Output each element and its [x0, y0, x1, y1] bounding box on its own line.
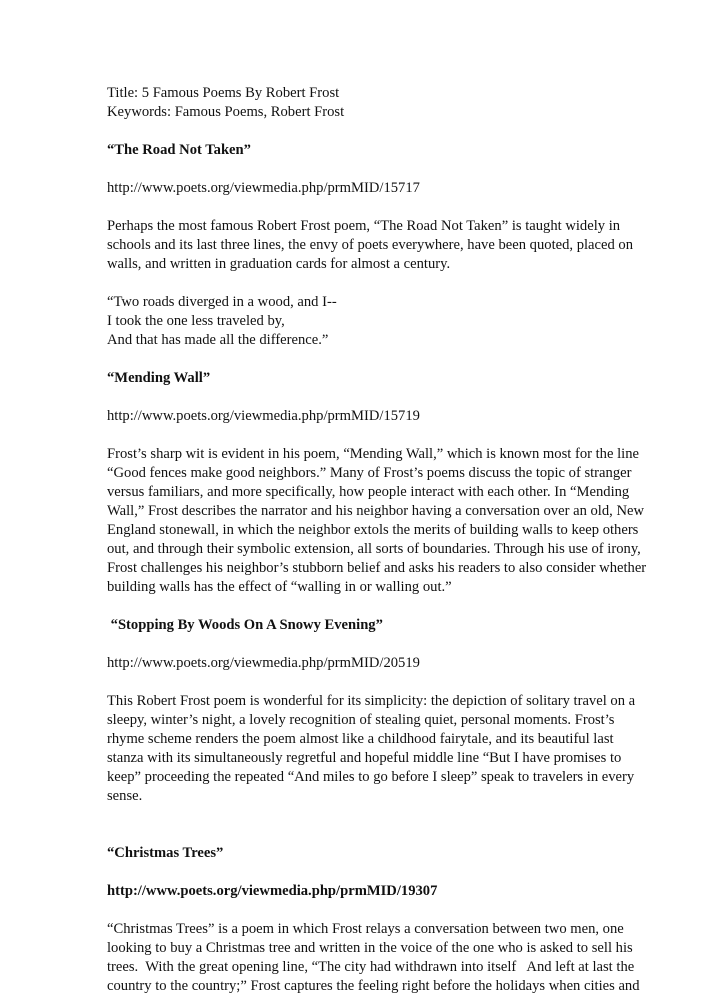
paragraph-line: Frost challenges his neighbor’s stubborn belief and asks his readers to also consider whether [107, 560, 647, 576]
paragraph-line: keep” proceeding the repeated “And miles to go before I sleep” speak to travelers in every [107, 769, 635, 785]
paragraph-line: country to the country;” Frost captures the feeling right before the holidays when cities and [107, 978, 640, 994]
paragraph-line: looking to buy a Christmas tree and written in the voice of the one who is asked to sell his [107, 940, 633, 956]
paragraph-line: This Robert Frost poem is wonderful for its simplicity: the depiction of solitary travel on a [107, 693, 636, 709]
section-paragraph [107, 445, 647, 597]
paragraph-line: Wall,” Frost describes the narrator and his neighbor having a conversation over an old, New [107, 503, 645, 519]
section-heading: “Mending Wall” [107, 370, 211, 386]
poem-quote [107, 293, 622, 350]
paragraph-line: sleepy, winter’s night, a lovely recognition of stealing quiet, personal moments. Frost’s [107, 712, 615, 728]
paragraph-line: stanza with its simultaneously regretful and hopeful middle line “But I have promises to [107, 750, 622, 766]
section-heading: “Stopping By Woods On A Snowy Evening” [107, 617, 383, 633]
paragraph-line: trees. With the great opening line, “The city had withdrawn into itself And left at last the [107, 959, 635, 975]
paragraph-line: “Christmas Trees” is a poem in which Frost relays a conversation between two men, one [107, 921, 624, 937]
paragraph-line: Frost’s sharp wit is evident in his poem, “Mending Wall,” which is known most for the line [107, 446, 639, 462]
paragraph-line: building walls has the effect of “walling in or walling out.” [107, 579, 452, 595]
section-url: http://www.poets.org/viewmedia.php/prmMID/15717 [107, 180, 420, 196]
document-title: Title: 5 Famous Poems By Robert Frost [107, 85, 340, 101]
paragraph-line: rhyme scheme renders the poem almost like a childhood fairytale, and its beautiful last [107, 731, 614, 747]
document-page [107, 84, 647, 996]
section-url: http://www.poets.org/viewmedia.php/prmMID/19307 [107, 883, 438, 899]
quote-line: “Two roads diverged in a wood, and I-- [107, 294, 337, 310]
section-url: http://www.poets.org/viewmedia.php/prmMID/15719 [107, 408, 420, 424]
paragraph-line: “Good fences make good neighbors.” Many of Frost’s poems discuss the topic of stranger [107, 465, 632, 481]
document-keywords: Keywords: Famous Poems, Robert Frost [107, 104, 345, 120]
quote-line: And that has made all the difference.” [107, 332, 329, 348]
paragraph-line: out, and through their symbolic extension, all sorts of boundaries. Through his use of irony, [107, 541, 641, 557]
section-paragraph [107, 692, 636, 806]
paragraph-line: versus familiars, and more specifically, how people interact with each other. In “Mending [107, 484, 630, 500]
section-heading: “Christmas Trees” [107, 845, 224, 861]
section-url: http://www.poets.org/viewmedia.php/prmMID/20519 [107, 655, 420, 671]
quote-line: I took the one less traveled by, [107, 313, 285, 329]
section-paragraph [107, 217, 634, 274]
paragraph-line: Perhaps the most famous Robert Frost poem, “The Road Not Taken” is taught widely in [107, 218, 621, 234]
section-paragraph [107, 920, 640, 996]
paragraph-line: sense. [107, 788, 143, 804]
paragraph-line: England stonewall, in which the neighbor extols the merits of building walls to keep others [107, 522, 639, 538]
paragraph-line: schools and its last three lines, the envy of poets everywhere, have been quoted, placed on [107, 237, 634, 253]
section-heading: “The Road Not Taken” [107, 142, 251, 158]
paragraph-line: walls, and written in graduation cards for almost a century. [107, 256, 451, 272]
